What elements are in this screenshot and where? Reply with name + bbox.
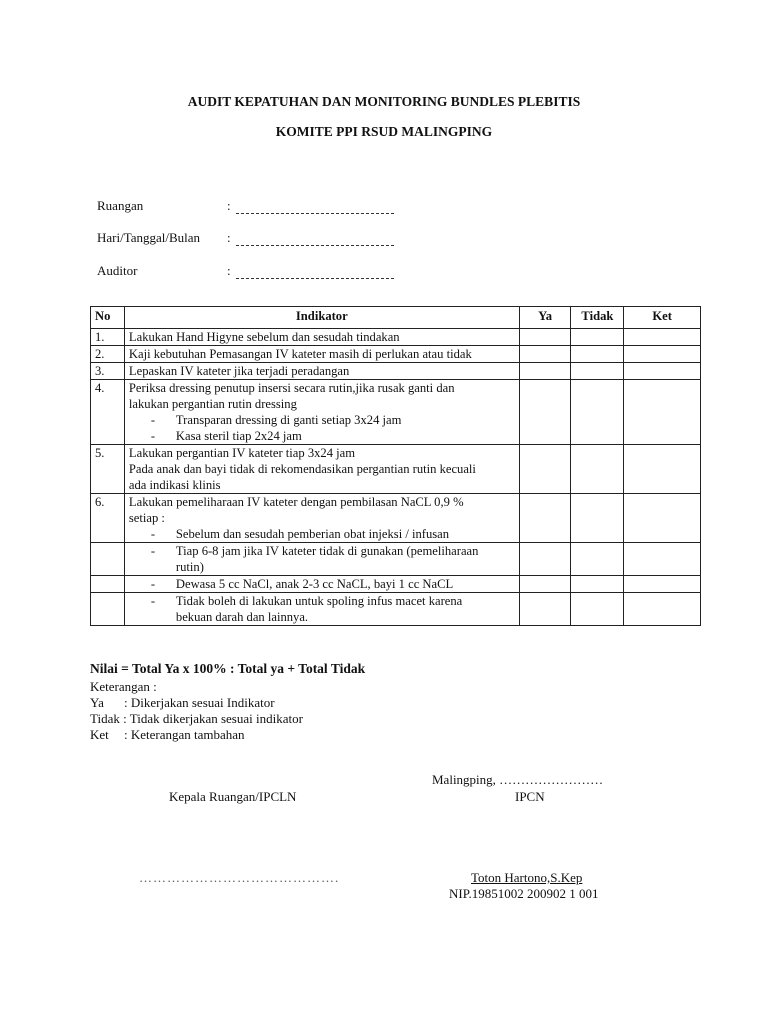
row-indikator <box>124 329 519 346</box>
ya-check-cell[interactable] <box>519 329 571 346</box>
table-row <box>91 494 701 543</box>
header-ya: Ya <box>519 307 571 329</box>
signature-right-nip: NIP.19851002 200902 1 001 <box>449 886 599 901</box>
signature-right-name: Toton Hartono,S.Kep <box>471 870 583 885</box>
ket-check-cell[interactable] <box>624 494 701 543</box>
sub-item-text: Dewasa 5 cc NaCl, anak 2-3 cc NaCL, bayi 1 cc NaCL <box>175 577 454 591</box>
row-number: 3. <box>91 363 125 380</box>
table-row <box>91 363 701 380</box>
tidak-check-cell[interactable] <box>571 543 624 576</box>
row-number: 5. <box>91 445 125 494</box>
ya-check-cell[interactable] <box>519 543 571 576</box>
ket-check-cell[interactable] <box>624 593 701 626</box>
ya-check-cell[interactable] <box>519 445 571 494</box>
table-row <box>91 576 701 593</box>
row-indikator <box>124 363 519 380</box>
tidak-check-cell[interactable] <box>571 380 624 445</box>
ket-check-cell[interactable] <box>624 380 701 445</box>
tidak-check-cell[interactable] <box>571 593 624 626</box>
indikator-line: ada indikasi klinis <box>128 478 221 492</box>
sub-item-text: rutin) <box>175 560 204 574</box>
header-no: No <box>91 307 125 329</box>
ya-check-cell[interactable] <box>519 494 571 543</box>
header-tidak: Tidak <box>571 307 624 329</box>
header-indikator: Indikator <box>124 307 519 329</box>
indikator-line: Lakukan pergantian IV kateter tiap 3x24 jam <box>128 446 356 460</box>
signature-left-name-line: ……………………………………. <box>139 870 340 885</box>
sub-item-text: Sebelum dan sesudah pemberian obat injeksi / infusan <box>175 527 450 541</box>
ya-check-cell[interactable] <box>519 363 571 380</box>
indikator-line: Pada anak dan bayi tidak di rekomendasikan pergantian rutin kecuali <box>128 462 476 476</box>
row-number: 1. <box>91 329 125 346</box>
keterangan-key: Ya <box>90 695 104 710</box>
row-indikator <box>124 445 519 494</box>
table-row <box>91 445 701 494</box>
indikator-sub-item <box>129 412 515 428</box>
nilai-formula: Nilai = Total Ya x 100% : Total ya + Total Tidak <box>90 661 366 676</box>
row-indikator <box>124 494 519 543</box>
field-ruangan-line[interactable] <box>236 213 394 214</box>
table-row <box>91 543 701 576</box>
field-tanggal-line[interactable] <box>236 245 394 246</box>
audit-table <box>90 306 701 626</box>
row-number <box>91 543 125 576</box>
indikator-line: Lakukan pemeliharaan IV kateter dengan pembilasan NaCL 0,9 % <box>128 495 464 509</box>
signature-place-date: Malingping, …………………… <box>432 772 604 787</box>
document-subtitle: KOMITE PPI RSUD MALINGPING <box>275 124 493 139</box>
indikator-sub-item <box>129 428 515 444</box>
field-auditor-line[interactable] <box>236 278 394 279</box>
ket-check-cell[interactable] <box>624 576 701 593</box>
table-body <box>91 329 701 626</box>
sub-item-text: Transparan dressing di ganti setiap 3x24 jam <box>175 413 402 427</box>
indikator-line: Periksa dressing penutup insersi secara rutin,jika rusak ganti dan <box>128 381 455 395</box>
keterangan-desc: : Keterangan tambahan <box>124 727 245 742</box>
row-number: 4. <box>91 380 125 445</box>
row-indikator <box>124 593 519 626</box>
indikator-line: setiap : <box>128 511 165 525</box>
sub-item-text: Tidak boleh di lakukan untuk spoling infus macet karena <box>175 594 463 608</box>
field-auditor-colon: : <box>227 263 231 278</box>
bullet-dash: - <box>150 544 156 558</box>
ket-check-cell[interactable] <box>624 346 701 363</box>
tidak-check-cell[interactable] <box>571 576 624 593</box>
sub-item-text: bekuan darah dan lainnya. <box>175 610 309 624</box>
row-indikator <box>124 543 519 576</box>
indikator-line: Lakukan Hand Higyne sebelum dan sesudah tindakan <box>128 330 400 344</box>
ya-check-cell[interactable] <box>519 380 571 445</box>
tidak-check-cell[interactable] <box>571 346 624 363</box>
bullet-dash: - <box>150 594 156 608</box>
table-row <box>91 329 701 346</box>
tidak-check-cell[interactable] <box>571 329 624 346</box>
row-number <box>91 593 125 626</box>
field-ruangan-label: Ruangan <box>97 198 144 213</box>
row-number <box>91 576 125 593</box>
ket-check-cell[interactable] <box>624 329 701 346</box>
indikator-sub-item <box>129 609 515 625</box>
keterangan-desc: : Dikerjakan sesuai Indikator <box>124 695 275 710</box>
header-ket: Ket <box>624 307 701 329</box>
indikator-sub-item <box>129 543 515 559</box>
sub-item-text: Tiap 6-8 jam jika IV kateter tidak di gunakan (pemeliharaan <box>175 544 479 558</box>
tidak-check-cell[interactable] <box>571 363 624 380</box>
bullet-dash: - <box>150 413 156 427</box>
row-number: 2. <box>91 346 125 363</box>
indikator-line: Kaji kebutuhan Pemasangan IV kateter masih di perlukan atau tidak <box>128 347 472 361</box>
tidak-check-cell[interactable] <box>571 494 624 543</box>
bullet-dash: - <box>150 429 156 443</box>
table-row <box>91 346 701 363</box>
keterangan-desc: : Tidak dikerjakan sesuai indikator <box>123 711 303 726</box>
keterangan-ket <box>90 727 245 743</box>
document-title: AUDIT KEPATUHAN DAN MONITORING BUNDLES PLEBITIS <box>187 94 581 109</box>
keterangan-key: Tidak <box>90 711 120 726</box>
ket-check-cell[interactable] <box>624 543 701 576</box>
tidak-check-cell[interactable] <box>571 445 624 494</box>
keterangan-title: Keterangan : <box>90 679 157 694</box>
sub-item-text: Kasa steril tiap 2x24 jam <box>175 429 302 443</box>
ya-check-cell[interactable] <box>519 593 571 626</box>
row-indikator <box>124 346 519 363</box>
ket-check-cell[interactable] <box>624 445 701 494</box>
ket-check-cell[interactable] <box>624 363 701 380</box>
ya-check-cell[interactable] <box>519 576 571 593</box>
field-ruangan-colon: : <box>227 198 231 213</box>
indikator-sub-item <box>129 526 515 542</box>
bullet-dash: - <box>150 577 156 591</box>
keterangan-tidak <box>90 711 303 727</box>
field-auditor-label: Auditor <box>97 263 138 278</box>
indikator-sub-item <box>129 559 515 575</box>
keterangan-ya <box>90 695 275 711</box>
row-indikator <box>124 380 519 445</box>
ya-check-cell[interactable] <box>519 346 571 363</box>
indikator-sub-item <box>129 593 515 609</box>
field-tanggal-label: Hari/Tanggal/Bulan <box>97 230 201 245</box>
indikator-sub-item <box>129 576 515 592</box>
indikator-line: Lepaskan IV kateter jika terjadi peradangan <box>128 364 350 378</box>
keterangan-key: Ket <box>90 727 109 742</box>
row-number: 6. <box>91 494 125 543</box>
row-indikator <box>124 576 519 593</box>
signature-right-role: IPCN <box>515 789 545 804</box>
indikator-line: lakukan pergantian rutin dressing <box>128 397 297 411</box>
table-row <box>91 380 701 445</box>
table-header-row <box>91 307 701 329</box>
signature-left-role: Kepala Ruangan/IPCLN <box>169 789 297 804</box>
field-tanggal-colon: : <box>227 230 231 245</box>
bullet-dash: - <box>150 527 156 541</box>
table-row <box>91 593 701 626</box>
